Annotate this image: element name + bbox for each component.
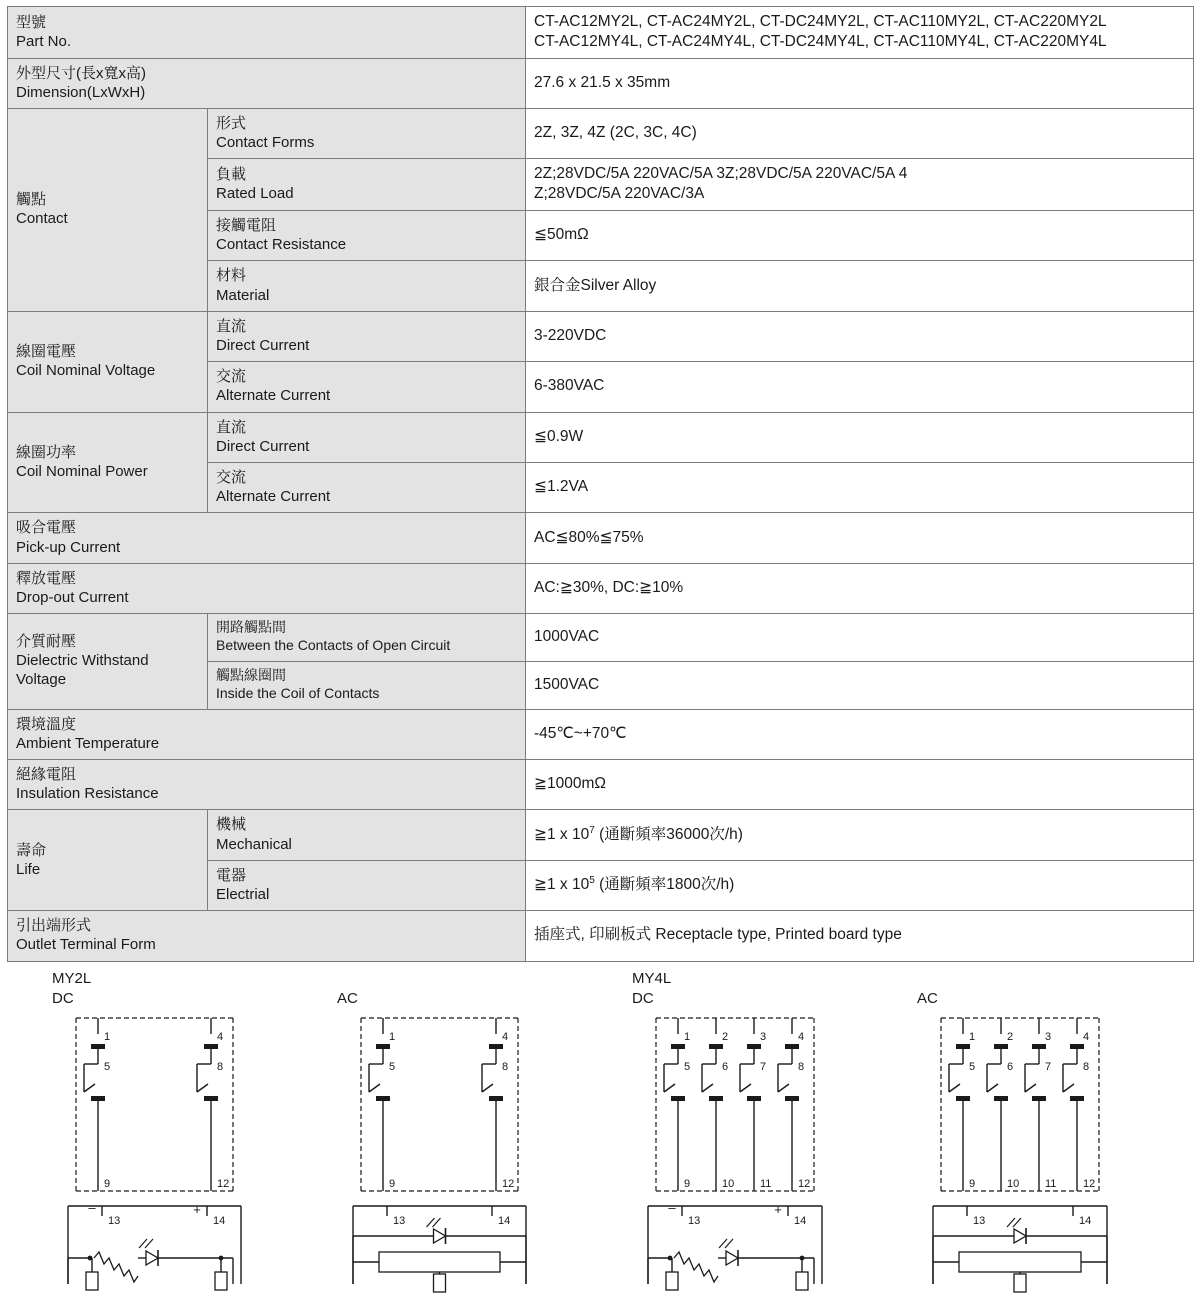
row-sublabel-contact-forms: [208, 109, 526, 159]
label-cn: 交流: [216, 468, 247, 486]
row-value-part-no: [526, 7, 1194, 59]
row-label-pick-up-current: [8, 513, 526, 563]
row-value-contact-forms: [526, 109, 1194, 159]
svg-text:–: –: [668, 1199, 676, 1215]
row-label-ambient-temperature: [8, 709, 526, 759]
svg-text:6: 6: [1007, 1060, 1014, 1073]
svg-text:13: 13: [973, 1214, 986, 1227]
svg-text:10: 10: [722, 1177, 735, 1190]
value-line: -45℃~+70℃: [534, 724, 627, 742]
label-en: Alternate Current: [216, 488, 331, 506]
row-label-dielectric-withstand-voltage: [8, 614, 208, 710]
svg-text:8: 8: [1083, 1060, 1090, 1073]
row-value-insulation-resistance: [526, 760, 1194, 810]
svg-text:+: +: [774, 1201, 782, 1217]
label-cn: 吸合電壓: [16, 519, 77, 537]
svg-text:2: 2: [1007, 1030, 1014, 1043]
row-value-ambient-temperature: [526, 709, 1194, 759]
svg-text:4: 4: [1083, 1030, 1090, 1043]
label-cn: 材料: [216, 267, 247, 285]
value-line: CT-AC12MY4L, CT-AC24MY4L, CT-DC24MY4L, CT-AC110MY4L, CT-AC220MY4L: [534, 32, 1107, 50]
table-row: [8, 563, 1194, 613]
label-en: Outlet Terminal Form: [16, 936, 156, 954]
svg-text:5: 5: [104, 1060, 111, 1073]
svg-text:11: 11: [760, 1177, 772, 1190]
svg-text:6: 6: [722, 1060, 729, 1073]
row-sublabel-power-dc: [208, 412, 526, 462]
svg-text:1: 1: [104, 1030, 111, 1043]
label-en: Contact Resistance: [216, 236, 347, 254]
row-value-pick-up-current: [526, 513, 1194, 563]
table-row: [8, 614, 1194, 662]
label-cn: 直流: [216, 317, 247, 335]
row-sublabel-inside-coil: [208, 661, 526, 709]
row-label-life: [8, 810, 208, 911]
table-row: [8, 709, 1194, 759]
value-line: ≦50mΩ: [534, 226, 589, 244]
label-en: Coil Nominal Power: [16, 462, 148, 480]
value-line: ≦1.2VA: [534, 478, 589, 496]
label-en: Electrial: [216, 886, 270, 903]
table-row: [8, 760, 1194, 810]
row-label-coil-nominal-power: [8, 412, 208, 513]
value-line: 3-220VDC: [534, 327, 607, 345]
svg-text:3: 3: [1045, 1030, 1052, 1043]
svg-text:5: 5: [969, 1060, 976, 1073]
label-cn: 絕緣電阻: [16, 766, 77, 784]
relay-schematic: [40, 1006, 290, 1296]
diagram-group-subtitle: DC: [52, 989, 74, 1007]
label-en: Dimension(LxWxH): [16, 83, 146, 101]
label-en: Direct Current: [216, 337, 310, 354]
svg-text:8: 8: [798, 1060, 805, 1073]
row-value-drop-out-current: [526, 563, 1194, 613]
label-en: Drop-out Current: [16, 588, 129, 606]
svg-text:8: 8: [217, 1060, 224, 1073]
label-cn: 線圈電壓: [16, 343, 77, 360]
row-sublabel-contact-resistance: [208, 211, 526, 261]
table-row: [8, 7, 1194, 59]
wiring-diagram-area: [0, 970, 1200, 1290]
svg-text:9: 9: [969, 1177, 976, 1190]
label-cn: 負載: [216, 166, 247, 184]
value-line: 1000VAC: [534, 628, 600, 646]
label-en: Life: [16, 860, 41, 878]
row-label-part-no: [8, 7, 526, 59]
svg-text:4: 4: [217, 1030, 224, 1043]
svg-text:8: 8: [502, 1060, 509, 1073]
label-cn: 觸點: [16, 191, 47, 209]
spec-table-body: [8, 7, 1194, 962]
row-value-life-electrial: [526, 860, 1194, 910]
label-en: Contact Forms: [216, 134, 315, 152]
label-en: Material: [216, 286, 270, 304]
table-row: [8, 412, 1194, 462]
svg-text:9: 9: [389, 1177, 396, 1190]
value-line: 2Z;28VDC/5A 220VAC/5A 3Z;28VDC/5A 220VAC/5A 4: [534, 165, 908, 183]
row-sublabel-life-electrial: [208, 860, 526, 910]
svg-text:7: 7: [1045, 1060, 1052, 1073]
relay-schematic: [905, 1006, 1155, 1296]
table-row: [8, 58, 1194, 108]
svg-text:9: 9: [104, 1177, 111, 1190]
label-en: Mechanical: [216, 835, 292, 853]
value-line: CT-AC12MY2L, CT-AC24MY2L, CT-DC24MY2L, CT-AC110MY2L, CT-AC220MY2L: [534, 13, 1107, 30]
specification-table: [7, 6, 1194, 962]
diagram-group-subtitle: AC: [917, 989, 938, 1007]
value-line: AC:≧30%, DC:≧10%: [534, 578, 684, 596]
diagram-group-subtitle: DC: [632, 989, 654, 1007]
svg-text:7: 7: [760, 1060, 767, 1073]
row-label-coil-nominal-voltage: [8, 311, 208, 412]
label-cn: 外型尺寸(長x寬x高): [16, 64, 146, 82]
label-cn: 開路觸點間: [216, 619, 286, 636]
svg-text:12: 12: [798, 1177, 811, 1190]
label-en: Dielectric Withstand Voltage: [16, 652, 149, 689]
label-cn: 電器: [216, 866, 247, 884]
row-sublabel-voltage-dc: [208, 311, 526, 361]
row-sublabel-rated-load: [208, 159, 526, 211]
row-value-life-mechanical: [526, 810, 1194, 860]
row-label-drop-out-current: [8, 563, 526, 613]
label-cn: 釋放電壓: [16, 569, 77, 587]
svg-text:14: 14: [498, 1214, 511, 1227]
row-sublabel-life-mechanical: [208, 810, 526, 860]
value-line: 27.6 x 21.5 x 35mm: [534, 73, 671, 91]
svg-text:4: 4: [502, 1030, 509, 1043]
svg-text:1: 1: [389, 1030, 396, 1043]
svg-text:13: 13: [108, 1214, 121, 1227]
value-line: Z;28VDC/5A 220VAC/3A: [534, 185, 705, 203]
row-value-voltage-dc: [526, 311, 1194, 361]
svg-text:14: 14: [1079, 1214, 1092, 1227]
row-value-dimension: [526, 58, 1194, 108]
svg-text:12: 12: [217, 1177, 230, 1190]
label-cn: 壽命: [16, 841, 47, 859]
label-en: Rated Load: [216, 185, 294, 203]
row-label-outlet-terminal-form: [8, 911, 526, 961]
table-row: [8, 109, 1194, 159]
value-line: 銀合金Silver Alloy: [534, 276, 657, 294]
label-en: Part No.: [16, 32, 72, 50]
value-line: 1500VAC: [534, 675, 600, 693]
svg-text:9: 9: [684, 1177, 691, 1190]
value-line: ≦0.9W: [534, 427, 584, 445]
label-en: Contact: [16, 210, 68, 228]
svg-text:11: 11: [1045, 1177, 1057, 1190]
row-label-contact: [8, 109, 208, 312]
diagram-group-title: MY4L: [632, 969, 672, 987]
value-line: ≧1 x $10^7$ (通斷頻率36000次/h): [534, 824, 743, 843]
diagram-group-title: MY2L: [52, 969, 92, 987]
svg-text:4: 4: [798, 1030, 805, 1043]
label-en: Inside the Coil of Contacts: [216, 684, 380, 701]
svg-text:1: 1: [684, 1030, 691, 1043]
svg-text:14: 14: [213, 1214, 226, 1227]
label-en: Between the Contacts of Open Circuit: [216, 636, 451, 653]
value-line: ≧1000mΩ: [534, 775, 606, 793]
label-en: Insulation Resistance: [16, 785, 159, 803]
svg-text:14: 14: [794, 1214, 807, 1227]
svg-text:12: 12: [1083, 1177, 1096, 1190]
svg-text:2: 2: [722, 1030, 729, 1043]
label-cn: 介質耐壓: [16, 633, 77, 651]
row-value-power-dc: [526, 412, 1194, 462]
label-cn: 交流: [216, 368, 247, 386]
svg-text:13: 13: [688, 1214, 701, 1227]
relay-schematic: [620, 1006, 870, 1296]
row-sublabel-power-ac: [208, 462, 526, 512]
value-line: AC≦80%≦75%: [534, 528, 644, 546]
table-row: [8, 810, 1194, 860]
row-label-dimension: [8, 58, 526, 108]
label-cn: 接觸電阻: [216, 217, 277, 235]
row-value-open-circuit: [526, 614, 1194, 662]
label-cn: 型號: [16, 13, 47, 31]
value-line: ≧1 x $10^5$ (通斷頻率1800次/h): [534, 875, 735, 894]
table-row: [8, 513, 1194, 563]
svg-text:1: 1: [969, 1030, 976, 1043]
label-en: Alternate Current: [216, 387, 331, 405]
label-cn: 引出端形式: [16, 917, 92, 935]
svg-text:12: 12: [502, 1177, 515, 1190]
svg-text:–: –: [88, 1199, 96, 1215]
relay-schematic: [325, 1006, 575, 1296]
row-value-material: [526, 261, 1194, 311]
row-value-voltage-ac: [526, 362, 1194, 412]
row-sublabel-material: [208, 261, 526, 311]
svg-text:5: 5: [389, 1060, 396, 1073]
label-en: Direct Current: [216, 437, 310, 455]
row-value-outlet-terminal-form: [526, 911, 1194, 961]
label-en: Pick-up Current: [16, 538, 121, 556]
label-cn: 觸點線圈間: [216, 666, 286, 683]
row-value-inside-coil: [526, 661, 1194, 709]
label-cn: 線圈功率: [16, 443, 77, 461]
value-line: 插座式, 印刷板式 Receptacle type, Printed board type: [534, 926, 902, 944]
label-cn: 形式: [216, 115, 247, 133]
table-row: [8, 311, 1194, 361]
svg-text:13: 13: [393, 1214, 406, 1227]
value-line: 6-380VAC: [534, 377, 605, 395]
label-en: Coil Nominal Voltage: [16, 362, 156, 380]
row-label-insulation-resistance: [8, 760, 526, 810]
row-value-contact-resistance: [526, 211, 1194, 261]
row-sublabel-open-circuit: [208, 614, 526, 662]
label-cn: 直流: [216, 418, 247, 436]
diagram-group-subtitle: AC: [337, 989, 358, 1007]
row-value-power-ac: [526, 462, 1194, 512]
svg-text:+: +: [193, 1201, 201, 1217]
svg-text:10: 10: [1007, 1177, 1020, 1190]
table-row: [8, 911, 1194, 961]
label-en: Ambient Temperature: [16, 734, 160, 752]
svg-text:5: 5: [684, 1060, 691, 1073]
row-sublabel-voltage-ac: [208, 362, 526, 412]
label-cn: 機械: [216, 816, 247, 834]
row-value-rated-load: [526, 159, 1194, 211]
label-cn: 環境溫度: [16, 715, 77, 733]
value-line: 2Z, 3Z, 4Z (2C, 3C, 4C): [534, 124, 697, 142]
svg-text:3: 3: [760, 1030, 767, 1043]
